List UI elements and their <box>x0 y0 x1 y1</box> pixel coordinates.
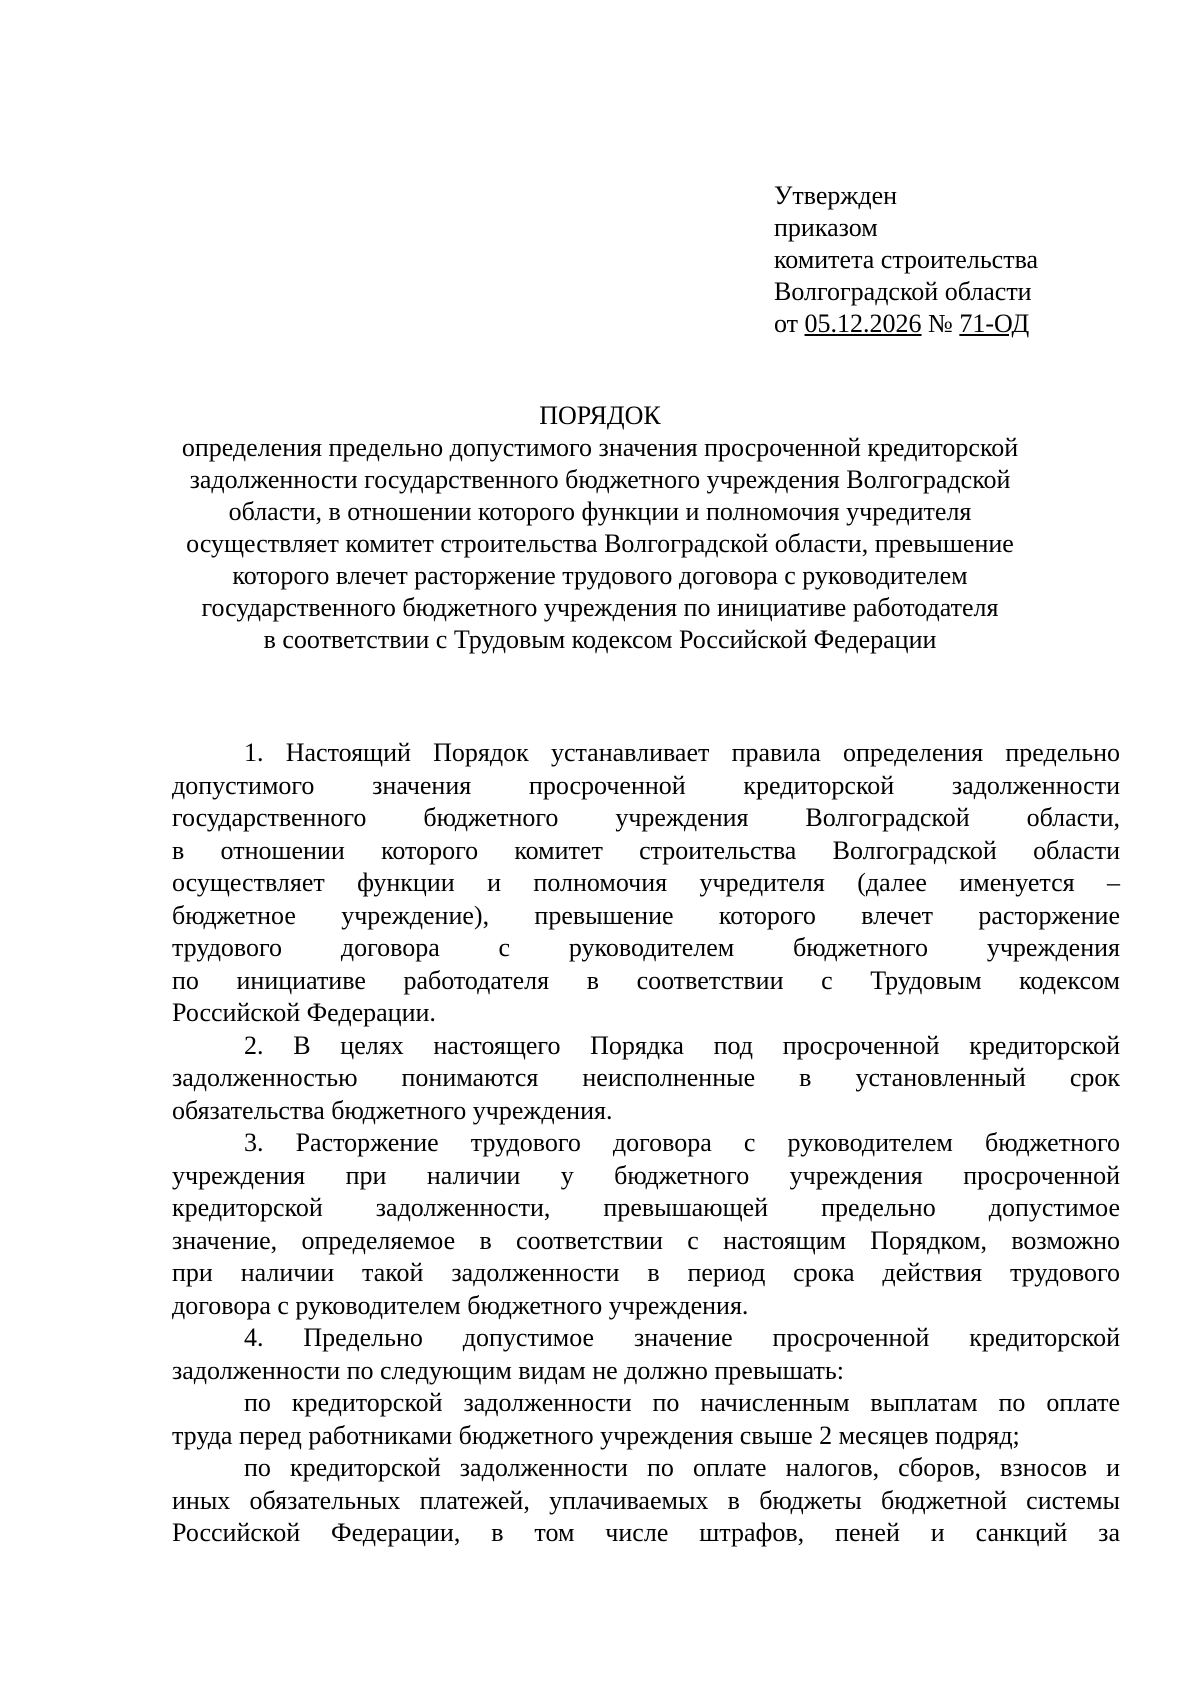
text-line: бюджетное учреждение), превышение которого влечет расторжение <box>172 900 1120 930</box>
order-number: 71-ОД <box>959 309 1030 338</box>
text-line: учреждения при наличии у бюджетного учреждения просроченной <box>172 1160 1120 1190</box>
text-line: обязательства бюджетного учреждения. <box>172 1095 613 1125</box>
approval-line: комитета строительства <box>774 245 1039 274</box>
title-heading: ПОРЯДОК <box>539 401 661 430</box>
document-body <box>172 737 1120 1550</box>
paragraph-2 <box>172 1030 1120 1128</box>
text-line: задолженностью понимаются неисполненные в установленный срок <box>172 1063 1120 1092</box>
paragraph-4-item-1 <box>172 1387 1120 1452</box>
text-line: осуществляет функции и полномочия учредителя (далее именуется – <box>172 868 1120 897</box>
text-line: договора с руководителем бюджетного учреждения. <box>172 1290 749 1320</box>
title-line: государственного бюджетного учреждения по инициативе работодателя <box>201 593 999 622</box>
text-line: допустимого значения просроченной кредиторской задолженности <box>172 770 1120 800</box>
text-line: 2. В целях настоящего Порядка под просроченной кредиторской <box>244 1030 1120 1060</box>
title-line: осуществляет комитет строительства Волгоградской области, превышение <box>186 529 1014 558</box>
approval-line: Волгоградской области <box>774 277 1032 306</box>
text-line: по кредиторской задолженности по оплате налогов, сборов, взносов и <box>244 1453 1120 1482</box>
title-line: области, в отношении которого функции и полномочия учредителя <box>228 497 972 526</box>
text-line: в отношении которого комитет строительства Волгоградской области <box>172 835 1120 865</box>
document-title <box>150 400 1050 656</box>
paragraph-3 <box>172 1127 1120 1322</box>
title-line: задолженности государственного бюджетного учреждения Волгоградской <box>189 465 1011 494</box>
approval-stamp <box>774 180 1154 340</box>
text-line: значение, определяемое в соответствии с настоящим Порядком, возможно <box>172 1225 1120 1255</box>
text-line: Российской Федерации. <box>172 998 436 1027</box>
title-line: определения предельно допустимого значения просроченной кредиторской <box>181 433 1019 462</box>
text-line: при наличии такой задолженности в период срока действия трудового <box>172 1258 1120 1287</box>
approval-line: Утвержден <box>774 181 898 210</box>
text-line: 4. Предельно допустимое значение просроченной кредиторской <box>244 1323 1120 1352</box>
text-line: по кредиторской задолженности по начисленным выплатам по оплате <box>244 1388 1120 1417</box>
text-line: задолженности по следующим видам не должно превышать: <box>172 1355 844 1385</box>
text-line: по инициативе работодателя в соответствии с Трудовым кодексом <box>172 965 1120 995</box>
text-line: труда перед работниками бюджетного учреждения свыше 2 месяцев подряд; <box>172 1420 1020 1450</box>
order-date: 05.12.2026 <box>804 309 922 338</box>
text-line: кредиторской задолженности, превышающей предельно допустимое <box>172 1193 1120 1222</box>
number-sign: № <box>921 309 960 338</box>
paragraph-4 <box>172 1322 1120 1387</box>
approval-date-line <box>774 308 1154 340</box>
text-line: иных обязательных платежей, уплачиваемых в бюджеты бюджетной системы <box>172 1485 1120 1515</box>
text-line: государственного бюджетного учреждения Волгоградской области, <box>172 803 1120 832</box>
date-prefix: от <box>774 309 805 338</box>
text-line: трудового договора с руководителем бюджетного учреждения <box>172 933 1120 962</box>
title-line: в соответствии с Трудовым кодексом Российской Федерации <box>263 625 937 654</box>
title-line: которого влечет расторжение трудового договора с руководителем <box>232 561 968 590</box>
text-line: Российской Федерации, в том числе штрафов, пеней и санкций за <box>172 1518 1120 1547</box>
text-line: 1. Настоящий Порядок устанавливает правила определения предельно <box>244 738 1120 767</box>
approval-line: приказом <box>774 213 878 242</box>
paragraph-4-item-2 <box>172 1452 1120 1550</box>
text-line: 3. Расторжение трудового договора с руководителем бюджетного <box>244 1128 1120 1157</box>
paragraph-1 <box>172 737 1120 1030</box>
